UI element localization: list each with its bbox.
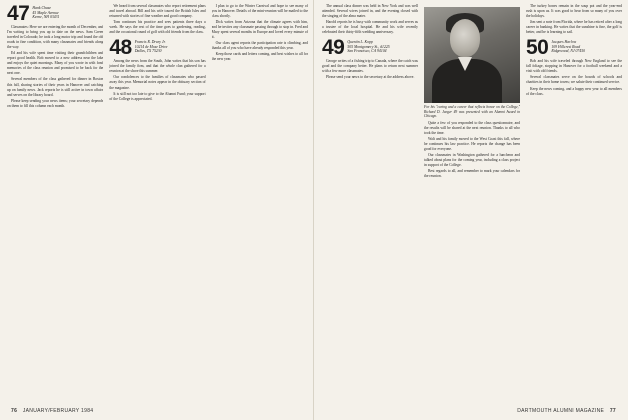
class-heading-47: [7, 4, 103, 23]
class-number: 49: [322, 36, 345, 60]
column-6: [526, 4, 622, 397]
class-secretary-address: Francis R. Drury Jr. 10214 de Mose Drive Dallas, TX 75230: [134, 40, 168, 54]
paragraph: Bob and his wife traveled through New England to see the fall foliage, stopping in Hanover for a football weekend and a visit with old friends.: [526, 59, 622, 74]
paragraph: Our condolences to the families of classmates who passed away this year. Memorial notes appear in the obituary section of the magazine.: [109, 75, 206, 90]
column-1: [7, 4, 103, 397]
paragraph: Among the news from the South, John writes that his son has joined the family firm, and that the whole clan gathered for a reunion at the shore this summer.: [109, 59, 206, 74]
paragraph: Walt and his family moved to the West Coast this fall, where he continues his law practice. He reports the change has been good for everyone.: [424, 136, 520, 152]
class-secretary-address: Hank Chase 45 Maple Avenue Keene, NH 03431: [32, 6, 60, 20]
right-page: [314, 0, 628, 420]
page-number: 77: [609, 408, 616, 414]
column-5: [424, 4, 520, 397]
paragraph: It is still not too late to give to the Alumni Fund; your support of the College is appreciated.: [109, 91, 206, 101]
class-number: 50: [526, 36, 549, 60]
column-3: [212, 4, 308, 397]
class-heading-48: [109, 36, 205, 60]
class-number: 47: [7, 4, 30, 25]
paragraph: George writes of a fishing trip to Canada, where the catch was good and the company better. He plans to return next summer with a few more classmates.: [322, 59, 418, 74]
paragraph: Keep the news coming, and a happy new year to all members of the class.: [526, 86, 622, 96]
left-footer: [7, 408, 93, 414]
photo-caption: For his "caring and a career that reflects honor on the College," Richard D. Jaeger 49 was presented with an Alumni Award in Chicago.: [424, 105, 520, 119]
paragraph: The annual class dinner was held in New York and was well attended. Several wives joined in, and the evening closed with the singing of the alma mater.: [322, 4, 418, 19]
portrait-photo: [424, 7, 520, 103]
paragraph: Tom continues his practice and sees patients three days a week. He says the rest of the time goes to gardening, reading, and the occasional round of golf with old friends from the class.: [109, 20, 206, 35]
class-secretary-address: Quentin L. Kopp 505 Montgomery St., #1225 San Francisco, CA 94104: [347, 40, 390, 54]
paragraph: I plan to go to the Winter Carnival and hope to see many of you in Hanover. Details of the mini-reunion will be mailed to the class shortly.: [211, 4, 308, 19]
paragraph: Please send your news to the secretary at the address above.: [326, 75, 415, 80]
paragraph: Several members of the class gathered for dinner in Boston this fall, sharing stories of their years in Hanover and catching up on family news. Jack reports he is still active in town affairs and serves on the library board.: [7, 77, 104, 97]
paragraph: The turkey bones remain in the soup pot and the year-end rush is upon us. It was good to hear from so many of you over the holidays.: [526, 4, 622, 19]
paragraph: Jim sent a note from Florida, where he has retired after a long career in banking. He writes that the sunshine is fine, the golf is better, and he is learning to sail.: [526, 20, 622, 35]
class-heading-50: [526, 36, 622, 60]
class-number: 48: [109, 36, 132, 60]
paragraph: Classmates: Here we are entering the month of December, and I'm writing to bring you up to date on the news. Sam Green traveled in Colorado; he took a long motor trip and found the old roads in fine condition, with many classmates and friends along the way.: [7, 25, 104, 50]
issue-date: JANUARY/FEBRUARY 1984: [22, 408, 94, 414]
paragraph: Harold reports he is busy with community work and serves as a trustee of the local hospital. He and his wife recently celebrated their thirty-fifth wedding anniversary.: [322, 20, 418, 35]
paragraph: Best regards to all, and remember to mark your calendars for the reunion.: [424, 169, 520, 179]
column-2: [109, 4, 205, 397]
paragraph: Dick writes from Arizona that the climate agrees with him, and he invites any classmate passing through to stop in. Fred and Mary spent several months in Europe and loved every minute of it.: [211, 20, 308, 40]
column-4: [322, 4, 418, 397]
right-footer: [517, 408, 620, 414]
magazine-name: DARTMOUTH ALUMNI MAGAZINE: [517, 408, 605, 414]
page-number: 76: [11, 408, 18, 414]
class-heading-49: [322, 36, 418, 60]
paragraph: Please keep sending your news items; your secretary depends on them to fill this column each month.: [7, 98, 104, 108]
paragraph: Our class agent reports the participation rate is climbing, and thanks all of you who have already responded this year.: [211, 41, 308, 51]
paragraph: Several classmates serve on the boards of schools and charities in their home towns; we salute their continued service.: [526, 75, 622, 85]
paragraph: We heard from several classmates who report retirement plans and travel abroad. Bill and his wife toured the British Isles and returned with stories of fine weather and good company.: [109, 4, 206, 19]
class-secretary-address: Jacques Harlow 109 Hillcrest Road Ridgewood, NJ 07450: [551, 40, 586, 54]
paragraph: Our classmates in Washington gathered for a luncheon and talked about plans for the coming year, including a class project in support of the College.: [424, 153, 520, 168]
paragraph: Quite a few of you responded to the class questionnaire, and the results will be shared at the next reunion. Thanks to all who took the time.: [424, 120, 520, 135]
paragraph: Ed and his wife spent time visiting their grandchildren and report good health. Bob moved to a new address near the lake and enjoys the quiet mornings. Many of you wrote in with fond memories of the class reunion and promised to be back for the next one.: [7, 51, 104, 76]
paragraph: Keep those cards and letters coming, and best wishes to all for the new year.: [211, 52, 308, 62]
